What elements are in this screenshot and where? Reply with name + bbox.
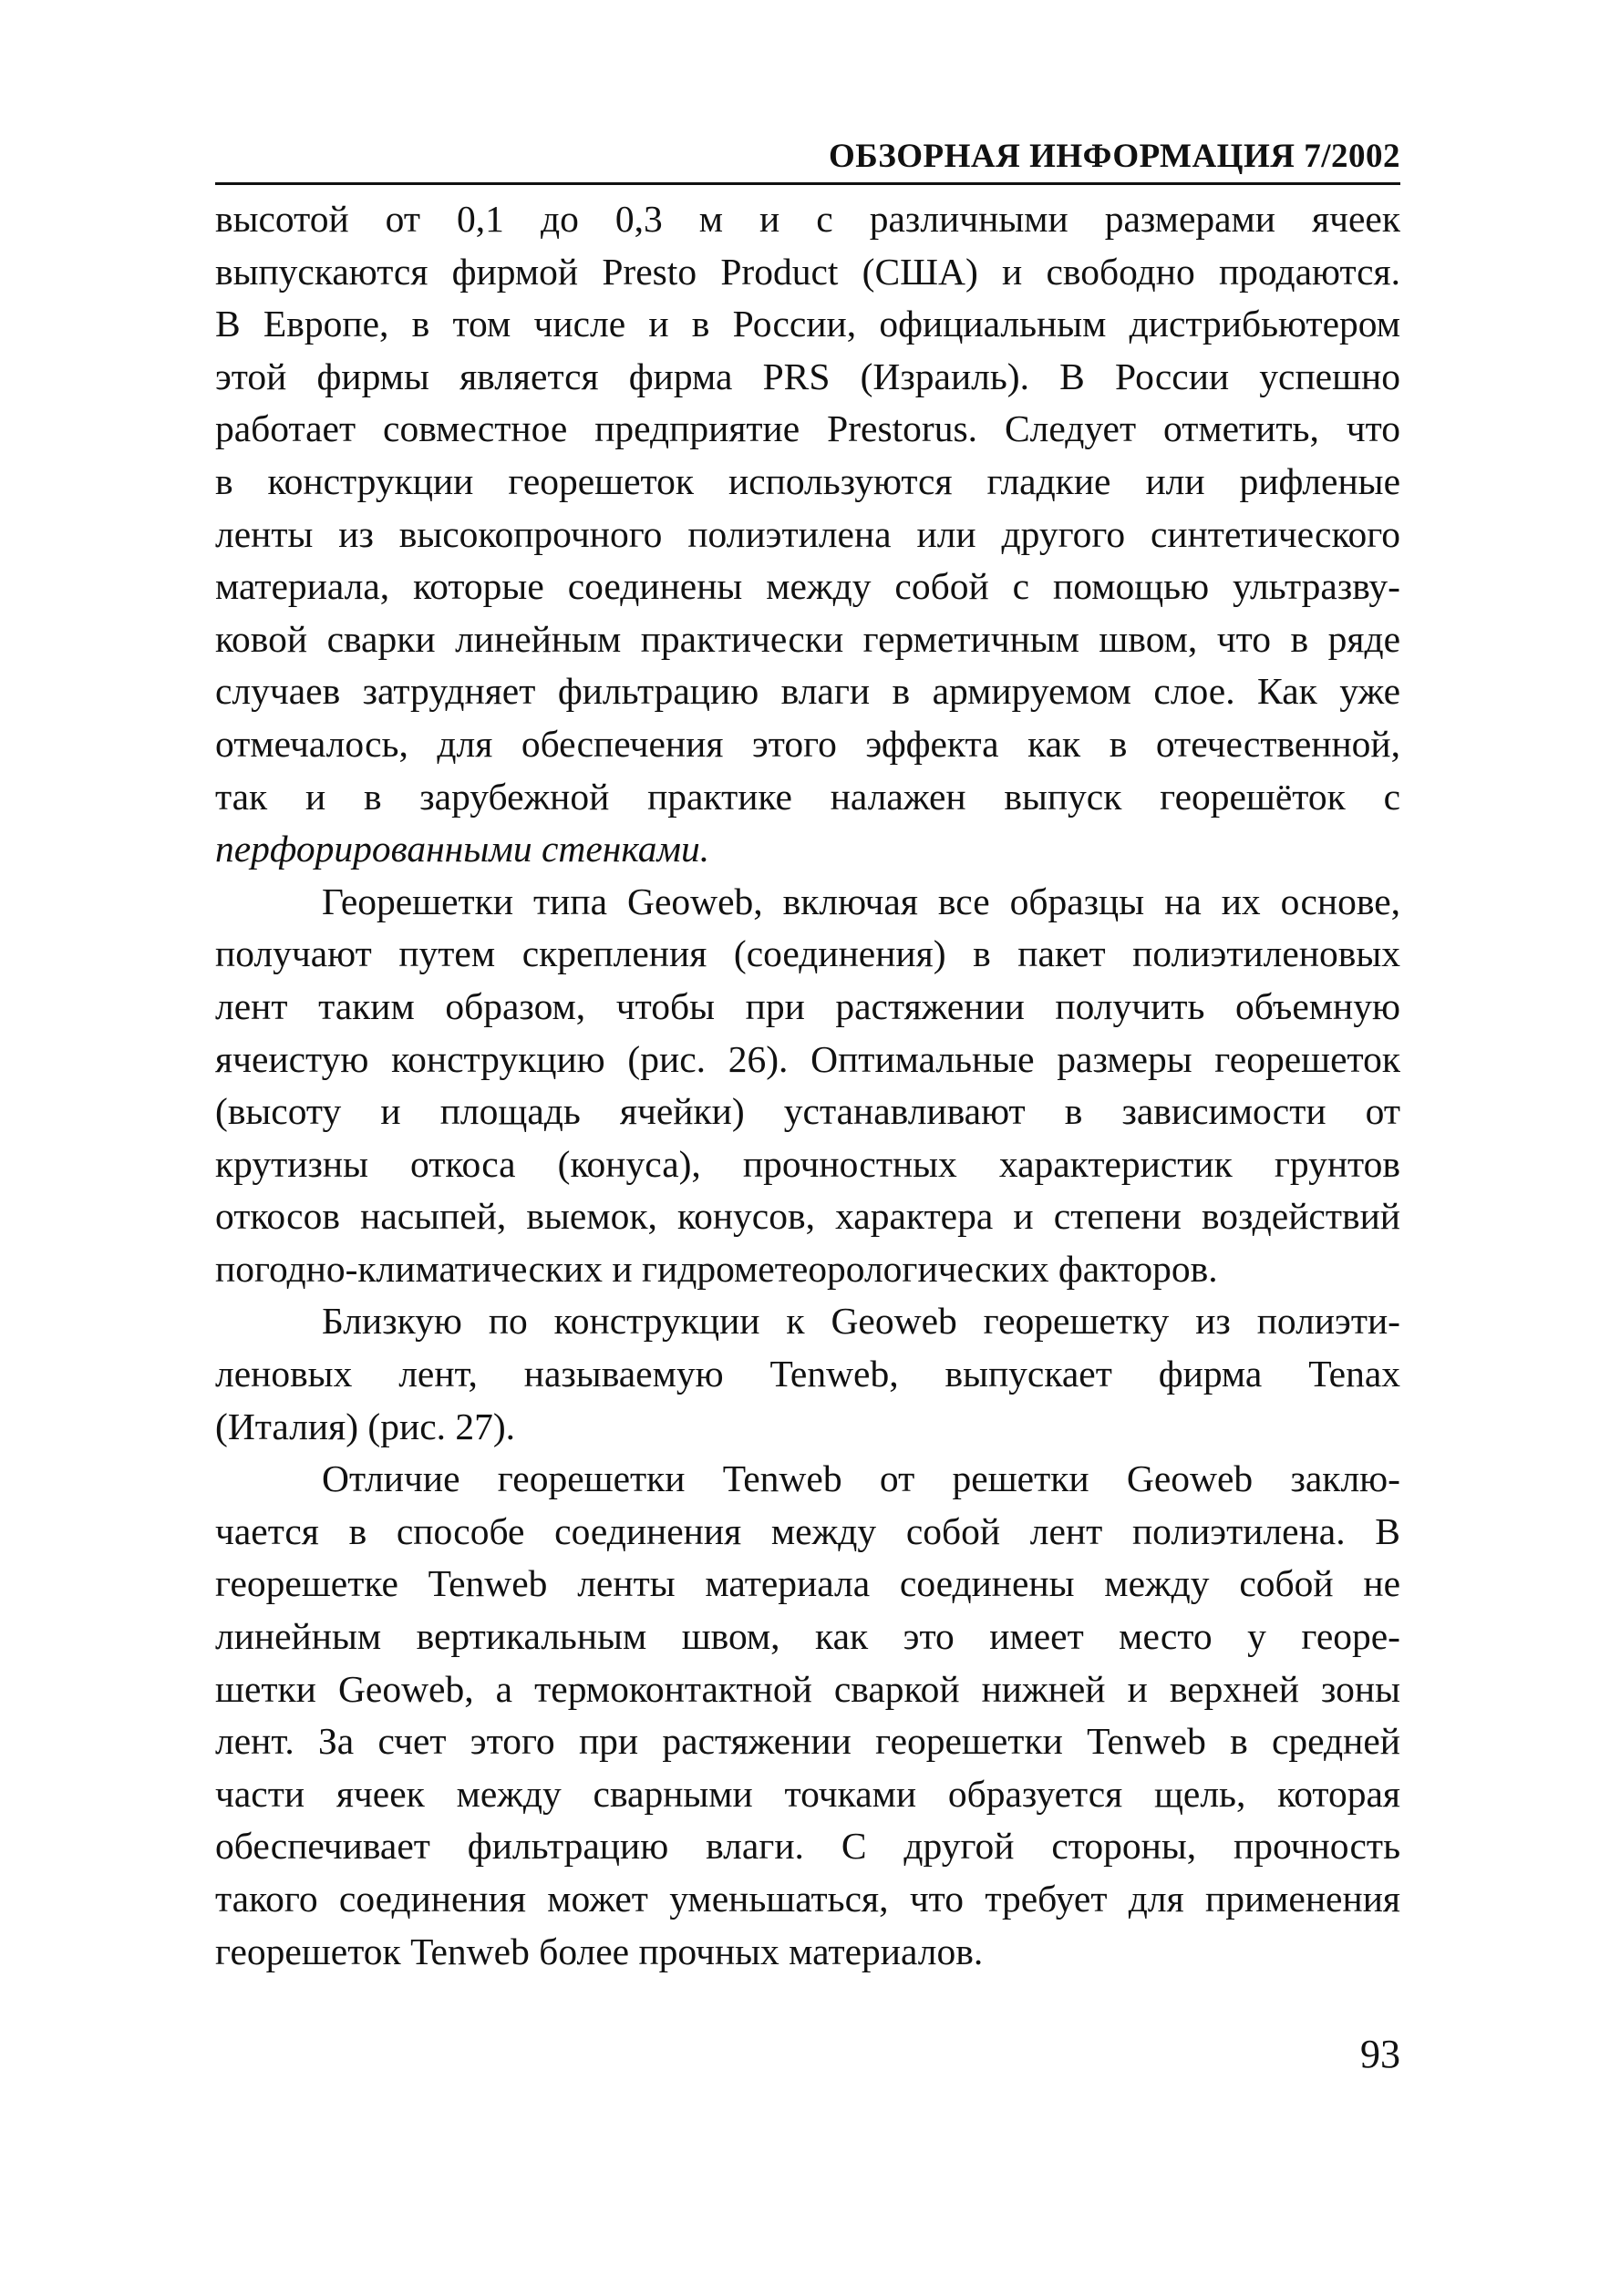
header-rule xyxy=(215,182,1400,185)
text-line: высотой от 0,1 до 0,3 м и с различными размерами ячеек xyxy=(215,198,1400,240)
text-line: отмечалось, для обеспечения этого эффекта как в отечественной, xyxy=(215,722,1400,765)
running-header: ОБЗОРНАЯ ИНФОРМАЦИЯ 7/2002 xyxy=(828,138,1400,175)
text-line: обеспечивает фильтрацию влаги. С другой стороны, прочность xyxy=(215,1825,1400,1868)
paragraph-2 xyxy=(215,876,1400,1296)
text-line: шетки Geoweb, а термоконтактной сваркой нижней и верхней зоны xyxy=(215,1667,1400,1710)
text-line: лент. За счет этого при растяжении георешетки Tenweb в средней xyxy=(215,1720,1400,1763)
text-line: линейным вертикальным швом, как это имеет место у георе- xyxy=(215,1615,1400,1658)
text-line: (высоту и площадь ячейки) устанавливают в зависимости от xyxy=(215,1090,1400,1133)
text-line: получают путем скрепления (соединения) в пакет полиэтиленовых xyxy=(215,932,1400,975)
text-line-italic: перфорированными стенками. xyxy=(215,828,710,870)
text-line: Георешетки типа Geoweb, включая все образцы на их основе, xyxy=(322,880,1400,922)
text-line: чается в способе соединения между собой лент полиэтилена. В xyxy=(215,1509,1400,1552)
text-line: Отличие георешетки Tenweb от решетки Geoweb заклю- xyxy=(322,1457,1400,1500)
text-line: леновых лент, называемую Tenweb, выпускает фирма Tenax xyxy=(215,1353,1400,1395)
page-number: 93 xyxy=(1360,2032,1400,2076)
text-line: погодно-климатических и гидрометеорологических факторов. xyxy=(215,1247,1218,1290)
text-line: выпускаются фирмой Presto Product (США) и свободно продаются. xyxy=(215,250,1400,293)
text-line: В Европе, в том числе и в России, официальным дистрибьютером xyxy=(215,303,1400,345)
text-line: материала, которые соединены между собой с помощью ультразву- xyxy=(215,565,1400,608)
text-line: откосов насыпей, выемок, конусов, характера и степени воздействий xyxy=(215,1195,1400,1238)
text-line: этой фирмы является фирма PRS (Израиль). В России успешно xyxy=(215,355,1400,397)
text-line: так и в зарубежной практике налажен выпуск георешёток с xyxy=(215,775,1400,818)
text-line: ленты из высокопрочного полиэтилена или другого синтетического xyxy=(215,512,1400,555)
text-line: в конструкции георешеток используются гладкие или рифленые xyxy=(215,459,1400,502)
body-text xyxy=(215,193,1400,1978)
paragraph-3 xyxy=(215,1295,1400,1453)
text-line: ковой сварки линейным практически герметичным швом, что в ряде xyxy=(215,617,1400,660)
text-line: Близкую по конструкции к Geoweb георешетку из полиэти- xyxy=(322,1300,1400,1343)
text-line: (Италия) (рис. 27). xyxy=(215,1405,516,1447)
text-line: лент таким образом, чтобы при растяжении получить объемную xyxy=(215,984,1400,1027)
text-line: работает совместное предприятие Prestorus. Следует отметить, что xyxy=(215,407,1400,450)
text-line: крутизны откоса (конуса), прочностных характеристик грунтов xyxy=(215,1142,1400,1185)
paragraph-1 xyxy=(215,193,1400,876)
text-line: георешеток Tenweb более прочных материалов. xyxy=(215,1930,984,1972)
text-line: георешетке Tenweb ленты материала соединены между собой не xyxy=(215,1562,1400,1605)
text-line: ячеистую конструкцию (рис. 26). Оптимальные размеры георешеток xyxy=(215,1037,1400,1080)
text-line: случаев затрудняет фильтрацию влаги в армируемом слое. Как уже xyxy=(215,670,1400,713)
text-line: части ячеек между сварными точками образуется щель, которая xyxy=(215,1772,1400,1815)
paragraph-4 xyxy=(215,1453,1400,1978)
text-line: такого соединения может уменьшаться, что требует для применения xyxy=(215,1878,1400,1920)
